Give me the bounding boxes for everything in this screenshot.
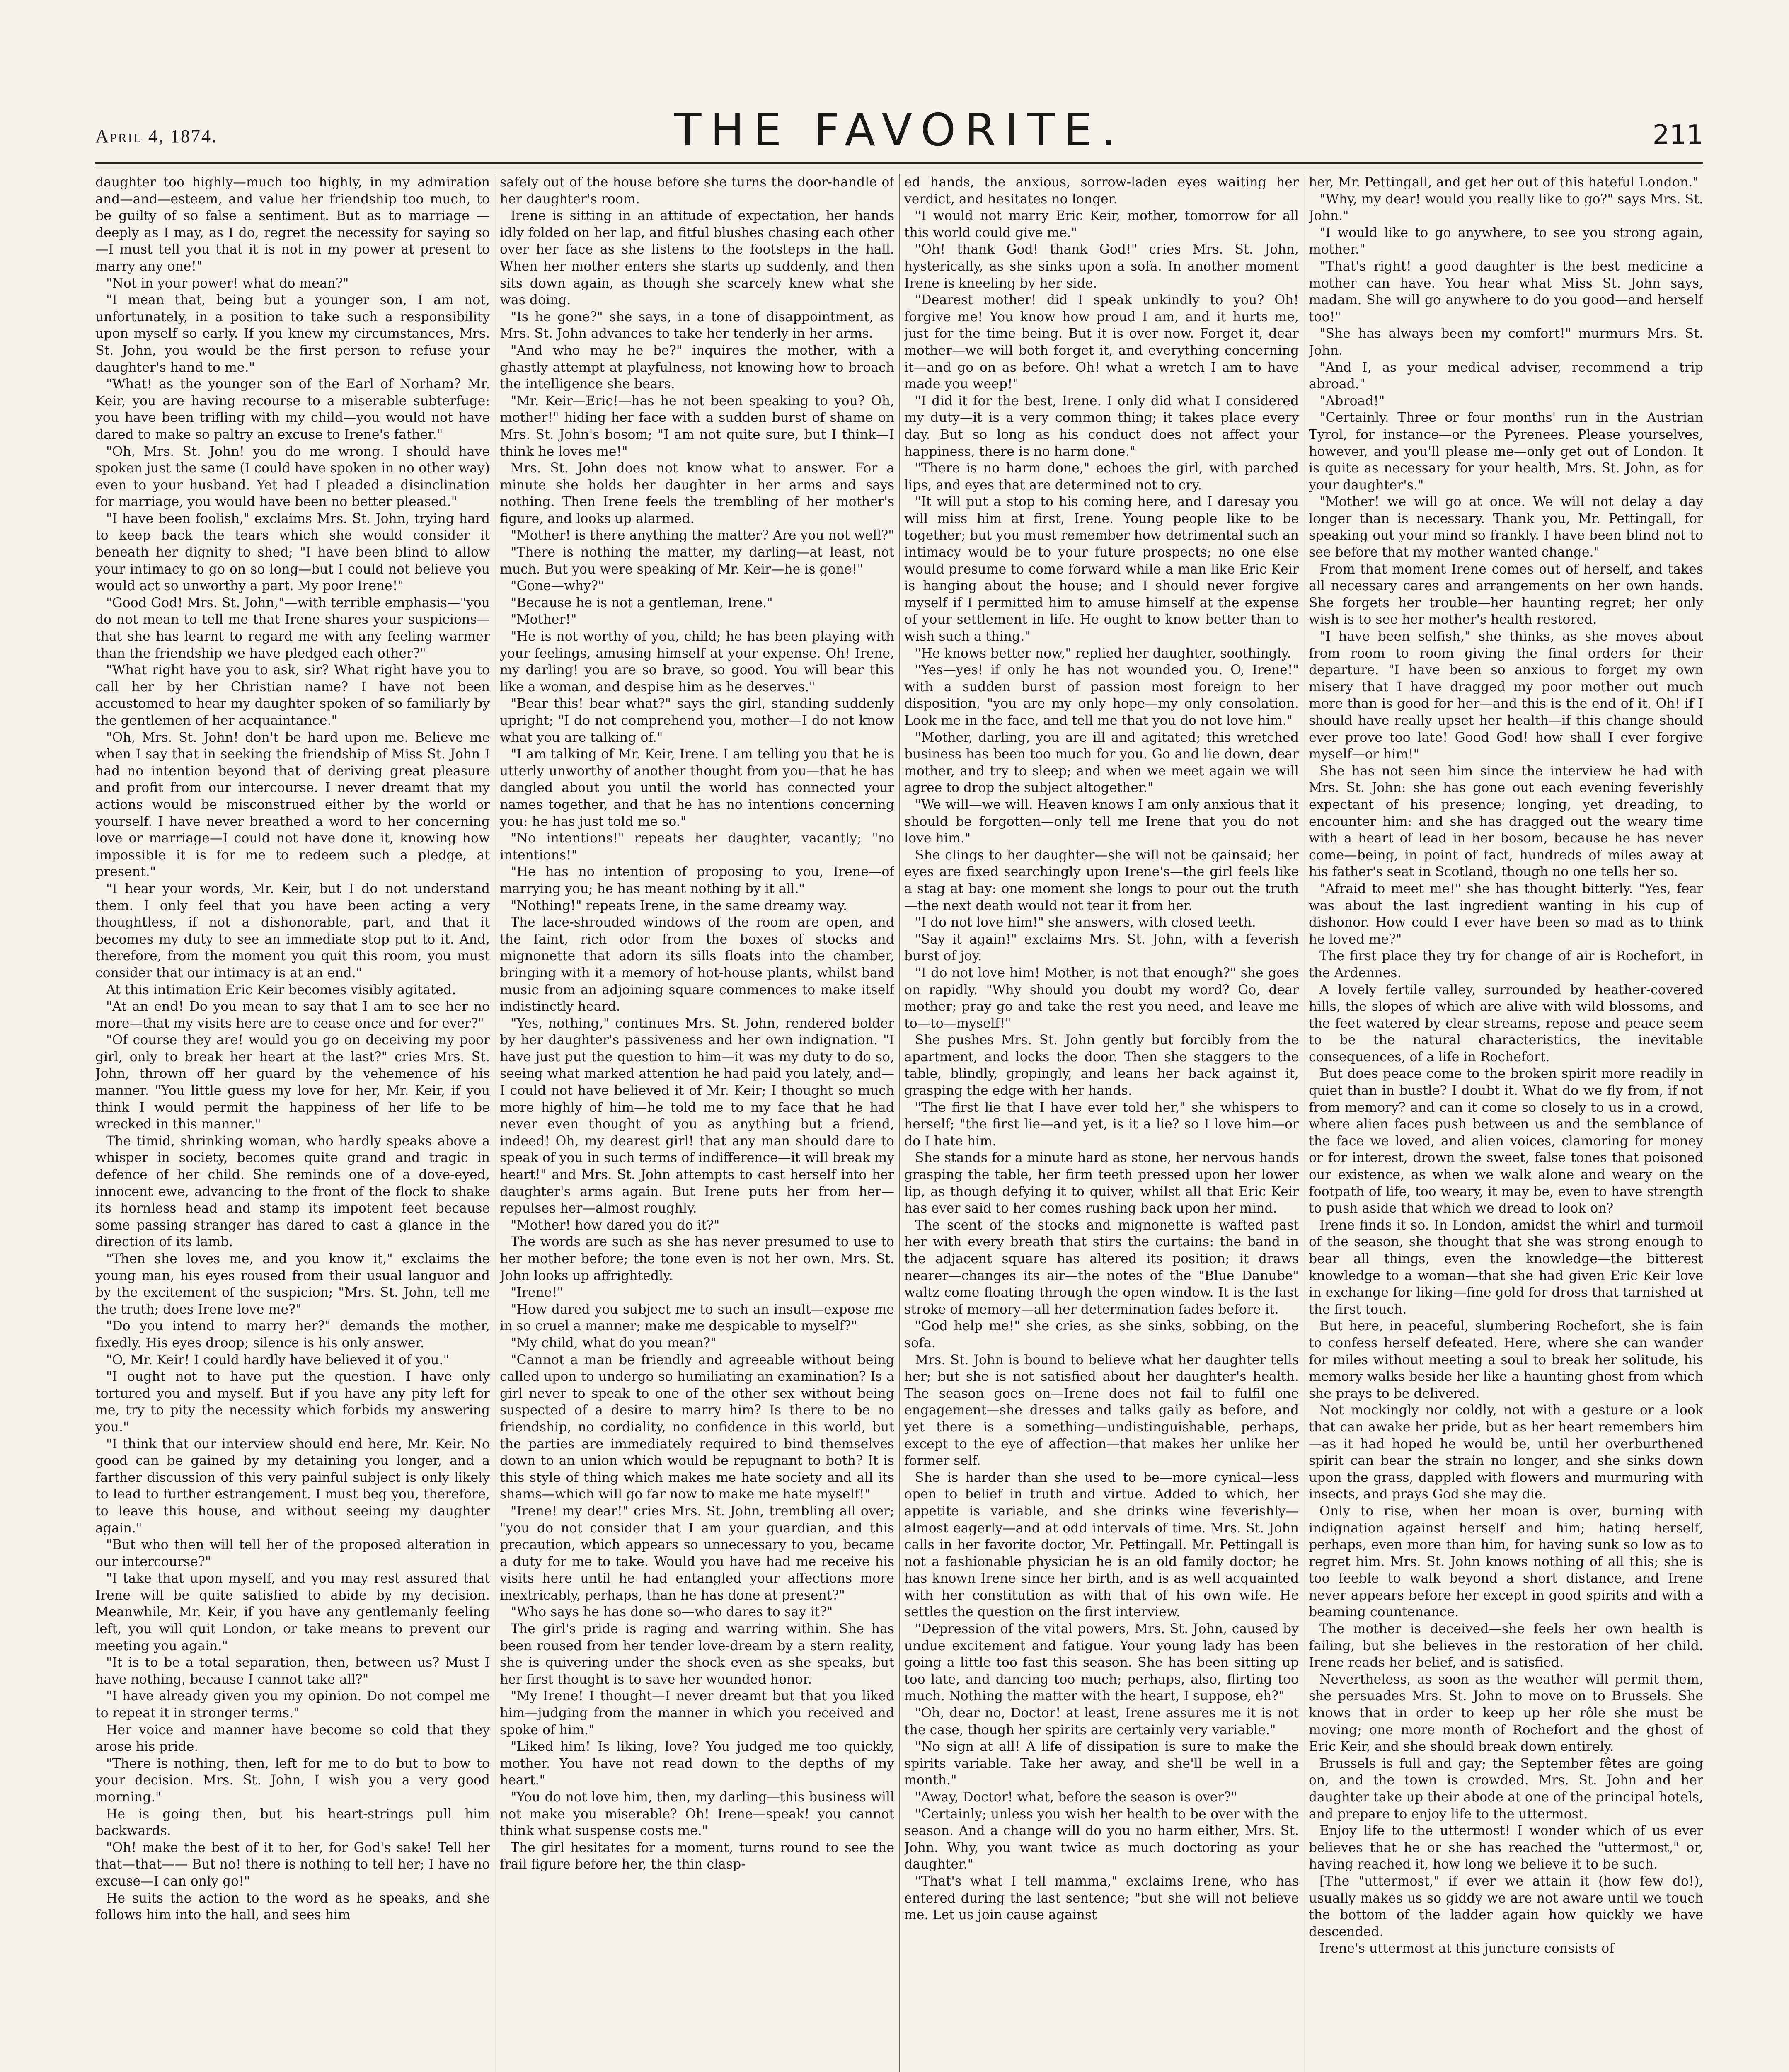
article-paragraph: She is harder than she used to be—more cynical—less open to belief in truth and virtue. Added to which, her appetite is variable, and she drinks wine feverishly—almost eagerly—and at odd intervals of time. Mrs. St. John calls in her favorite doctor, Mr. Pettingall. Mr. Pettingall is not a fashionable physician he is an old family doctor; he has known Irene since her birth, and is as well acquainted with her constitution as with that of his own wife. He settles the question on the first interview.: [904, 1470, 1299, 1620]
column-4: [1309, 174, 1703, 2072]
article-paragraph: "At an end! Do you mean to say that I am to see her no more—that my visits here are to cease once and for ever?": [95, 999, 490, 1031]
article-paragraph: A lovely fertile valley, surrounded by heather-covered hills, the slopes of which are alive with wild blossoms, and the feet watered by clear streams, repose and peace seem to be the natural characteristics, the inevitable consequences, of a life in Rochefort.: [1309, 982, 1703, 1065]
article-paragraph: "Liked him! Is liking, love? You judged me too quickly, mother. You have not read down to the depths of my heart.": [500, 1739, 894, 1788]
article-paragraph: her, Mr. Pettingall, and get her out of this hateful London.": [1309, 175, 1699, 190]
article-paragraph: "Depression of the vital powers, Mrs. St. John, caused by undue excitement and fatigue. Your young lady has been going a little too fast this season. She has been sitting up too late, and dancing too much; perhaps, also, flirting too much. Nothing the matter with the heart, I suppose, eh?": [904, 1622, 1299, 1704]
article-paragraph: "Yes, nothing," continues Mrs. St. John, rendered bolder by her daughter's passiveness and her own indignation. "I have just put the question to him—it was my duty to do so, seeing what marked attention he had paid you lately, and—I could not have believed it of Mr. Keir; I thought so much more highly of him—he told me to my face that he had never even thought of you as anything but a friend, indeed! Oh, my dearest girl! that any man should dare to speak of you in such terms of indifference—it will break my heart!" and Mrs. St. John attempts to cast herself into her daughter's arms again. But Irene puts her from her—repulses her—almost roughly.: [500, 1016, 894, 1216]
article-paragraph: The words are such as she has never presumed to use to her mother before; the tone even is not her own. Mrs. St. John looks up affrightedly.: [500, 1234, 894, 1283]
issue-date: April 4, 1874.: [95, 126, 218, 146]
article-paragraph: Mrs. St. John does not know what to answer. For a minute she holds her daughter in her arms and says nothing. Then Irene feels the trembling of her mother's figure, and looks up alarmed.: [500, 461, 894, 526]
article-paragraph: "You do not love him, then, my darling—this business will not make you miserable? Oh! Irene—speak! you cannot think what suspense costs me.": [500, 1790, 894, 1839]
header-rule: [95, 162, 1703, 164]
article-paragraph: "I would not marry Eric Keir, mother, tomorrow for all this world could give me.": [904, 208, 1299, 240]
article-paragraph: "I take that upon myself, and you may rest assured that Irene will be quite satisfied to abide by my decision. Meanwhile, Mr. Keir, if you have any gentlemanly feeling left, you will quit London, or take means to prevent our meeting you again.": [95, 1571, 490, 1653]
column-2: [500, 174, 894, 2072]
article-paragraph: "Away, Doctor! what, before the season is over?": [915, 1790, 1237, 1805]
article-paragraph: "No sign at all! A life of dissipation is sure to make the spirits variable. Take her away, and she'll be well in a month.": [904, 1739, 1299, 1788]
column-3: [904, 174, 1299, 2072]
article-paragraph: Her voice and manner have become so cold that they arose his pride.: [95, 1722, 490, 1755]
article-paragraph: "I have been selfish," she thinks, as she moves about from room to room giving the final orders for their departure. "I have been so anxious to forget my own misery that I have dragged my poor mother out much more than is good for her—and this is the end of it. Oh! if I should have really upset her health—if this change should ever prove too late! Good God! how shall I ever forgive myself—or him!": [1309, 629, 1703, 762]
article-paragraph: daughter too highly—much too highly, in my admiration and—and—esteem, and value her friendship too much, to be guilty of so false a sentiment. But as to marriage — deeply as I may, as I do, regret the necessity for saying so—I must tell you that it is not in my power at present to marry any one!": [95, 175, 490, 274]
article-paragraph: "Irene! my dear!" cries Mrs. St. John, trembling all over; "you do not consider that I am your guardian, and this precaution, which appears so unnecessary to you, became a duty for me to take. Would you have had me receive his visits here until he had entangled your affections more inextricably, perhaps, than he has done at present?": [500, 1503, 894, 1603]
article-paragraph: "Of course they are! would you go on deceiving my poor girl, only to break her heart at the last?" cries Mrs. St. John, thrown off her guard by the vehemence of his manner. "You little guess my love for her, Mr. Keir, if you think I would permit the happiness of her life to be wrecked in this manner.": [95, 1033, 490, 1132]
article-paragraph: Brussels is full and gay; the September fêtes are going on, and the town is crowded. Mrs. St. John and her daughter take up their abode at one of the principal hotels, and prepare to enjoy life to the uttermost.: [1309, 1756, 1703, 1822]
article-paragraph: He is going then, but his heart-strings pull him backwards.: [95, 1806, 490, 1839]
article-paragraph: "Oh, Mrs. St. John! you do me wrong. I should have spoken just the same (I could have spoken in no other way) even to your husband. Yet had I pleaded a disinclination for marriage, you would have been no better pleased.": [95, 444, 490, 510]
article-paragraph: "Mother! we will go at once. We will not delay a day longer than is necessary. Thank you, Mr. Pettingall, for speaking out your mind so frankly. I have been blind not to see before that my mother wanted change.": [1309, 494, 1703, 560]
article-paragraph: "I think that our interview should end here, Mr. Keir. No good can be gained by my detaining you longer, and a farther discussion of this very painful subject is only likely to lead to further estrangement. I must beg you, therefore, to leave this house, and without seeing my daughter again.": [95, 1436, 490, 1536]
article-paragraph: Irene is sitting in an attitude of expectation, her hands idly folded on her lap, and fitful blushes chasing each other over her face as she listens to the footsteps in the hall. When her mother enters she starts up suddenly, and then sits down again, as though she scarcely knew what she was doing.: [500, 208, 894, 308]
article-paragraph: "Who says he has done so—who dares to say it?": [511, 1605, 833, 1620]
column-1: [95, 174, 490, 2072]
article-paragraph: "He knows better now," replied her daughter, soothingly.: [915, 646, 1291, 661]
article-paragraph: "I do not love him!" she answers, with closed teeth.: [915, 915, 1256, 930]
page-number: 211: [1652, 120, 1703, 150]
article-paragraph: "Irene!": [511, 1285, 563, 1300]
article-paragraph: From that moment Irene comes out of herself, and takes all necessary cares and arrangements on her own hands. She forgets her trouble—her haunting regret; her only wish is to see her mother's health restored.: [1309, 562, 1703, 627]
article-paragraph: "Oh! thank God! thank God!" cries Mrs. St. John, hysterically, as she sinks upon a sofa. In another moment Irene is kneeling by her side.: [904, 242, 1299, 291]
article-paragraph: "It is to be a total separation, then, between us? Must I have nothing, because I cannot take all?": [95, 1655, 490, 1687]
article-paragraph: "She has always been my comfort!" murmurs Mrs. St. John.: [1309, 326, 1703, 358]
article-paragraph: "But who then will tell her of the proposed alteration in our intercourse?": [95, 1537, 490, 1569]
article-paragraph: Irene's uttermost at this juncture consists of: [1319, 1941, 1614, 1956]
article-paragraph: "Cannot a man be friendly and agreeable without being called upon to undergo so humiliating an examination? Is a girl never to speak to one of the other sex without being suspected of a desire to marry him? Is there to be no friendship, no cordiality, no confidence in this world, but the parties are immediately required to bind themselves down to an union which would be repugnant to both? It is this style of thing which makes me hate society and all its shams—which will go far now to make me hate myself!": [500, 1352, 894, 1502]
article-paragraph: "And who may he be?" inquires the mother, with a ghastly attempt at playfulness, not knowing how to broach the intelligence she bears.: [500, 343, 894, 392]
article-paragraph: The scent of the stocks and mignonette is wafted past her with every breath that stirs the curtains: the band in the adjacent square has altered its position; it draws nearer—changes its air—the notes of the "Blue Danube" waltz come floating through the open window. It is the last stroke of memory—all her determination fades before it.: [904, 1218, 1299, 1317]
article-paragraph: Only to rise, when her moan is over, burning with indignation against herself and him; hating herself, perhaps, even more than him, for having sunk so low as to regret him. Mrs. St. John knows nothing of all this; she is too feeble to walk beyond a short distance, and Irene never appears before her except in good spirits and with a beaming countenance.: [1309, 1503, 1703, 1620]
masthead: [95, 106, 1703, 155]
article-paragraph: She pushes Mrs. St. John gently but forcibly from the apartment, and locks the door. Then she staggers to the table, blindly, gropingly, and leans her back against it, grasping the edge with her hands.: [904, 1033, 1299, 1099]
article-paragraph: "Nothing!" repeats Irene, in the same dreamy way.: [511, 898, 847, 913]
article-paragraph: "Mr. Keir—Eric!—has he not been speaking to you? Oh, mother!" hiding her face with a sudden burst of shame on Mrs. St. John's bosom; "I am not quite sure, but I think—I think he loves me!": [500, 393, 894, 459]
article-paragraph: "That's what I tell mamma," exclaims Irene, who has entered during the last sentence; "but she will not believe me. Let us join cause against: [904, 1874, 1299, 1923]
article-paragraph: At this intimation Eric Keir becomes visibly agitated.: [106, 982, 456, 997]
article-paragraph: "Oh! make the best of it to her, for God's sake! Tell her that—that—— But no! there is nothing to tell her; I have no excuse—I can only go!": [95, 1840, 490, 1889]
article-paragraph: "I would like to go anywhere, to see you strong again, mother.": [1309, 225, 1703, 257]
article-paragraph: "The first lie that I have ever told her," she whispers to herself; "the first lie—and yet, is it a lie? so I love him—or do I hate him.: [904, 1100, 1299, 1149]
article-paragraph: "Yes—yes! if only he has not wounded you. O, Irene!" with a sudden burst of passion most foreign to her disposition, "you are my only hope—my only consolation. Look me in the face, and tell me that you do not love him.": [904, 663, 1299, 728]
article-paragraph: "There is nothing, then, left for me to do but to bow to your decision. Mrs. St. John, I wish you a very good morning.": [95, 1756, 490, 1805]
article-paragraph: "There is no harm done," echoes the girl, with parched lips, and eyes that are determined not to cry.: [904, 461, 1299, 493]
article-paragraph: "O, Mr. Keir! I could hardly have believed it of you.": [106, 1352, 449, 1368]
article-paragraph: Not mockingly nor coldly, not with a gesture or a look that can awake her pride, but as her heart remembers him—as it had hoped he would be, until her overburthened spirit can bear the strain no longer, and she sinks down upon the grass, dappled with flowers and murmuring with insects, and prays God she may die.: [1309, 1403, 1703, 1502]
article-paragraph: "Bear this! bear what?" says the girl, standing suddenly upright; "I do not comprehend you, mother—I do not know what you are talking of.": [500, 696, 894, 745]
article-paragraph: "Because he is not a gentleman, Irene.": [511, 595, 773, 610]
article-paragraph: "Certainly; unless you wish her health to be over with the season. And a change will do you no harm either, Mrs. St. John. Why, you want twice as much doctoring as your daughter.": [904, 1806, 1299, 1872]
article-paragraph: "We will—we will. Heaven knows I am only anxious that it should be forgotten—only tell me Irene that you do not love him.": [904, 797, 1299, 846]
article-paragraph: "I did it for the best, Irene. I only did what I considered my duty—it is a very common thing; it takes place every day. But so long as his conduct does not affect your happiness, there is no harm done.": [904, 393, 1299, 459]
article-paragraph: "Mother! how dared you do it?": [511, 1218, 720, 1233]
article-paragraph: "I hear your words, Mr. Keir, but I do not understand them. I only feel that you have been acting a very thoughtless, if not a dishonorable, part, and that it becomes my duty to see an immediate stop put to it. And, therefore, from the moment you quit this room, you must consider that our intimacy is at an end.": [95, 881, 490, 980]
article-paragraph: "Is he gone?" she says, in a tone of disappointment, as Mrs. St. John advances to take her tenderly in her arms.: [500, 309, 894, 341]
article-paragraph: Enjoy life to the uttermost! I wonder which of us ever believes that he or she has reached the "uttermost," or, having reached it, how long we believe it to be such.: [1309, 1823, 1703, 1872]
article-paragraph: The girl hesitates for a moment, turns round to see the frail figure before her, the thin clasp-: [500, 1840, 894, 1872]
article-paragraph: She stands for a minute hard as stone, her nervous hands grasping the table, her firm teeth pressed upon her lower lip, as though defying it to quiver, whilst all that Eric Keir has ever said to her comes rushing back upon her mind.: [904, 1150, 1299, 1216]
article-paragraph: The lace-shrouded windows of the room are open, and the faint, rich odor from the boxes of stocks and mignonette that adorn its sills floats into the chamber, bringing with it a memory of hot-house plants, whilst band music from an adjoining square commences to make itself indistinctly heard.: [500, 915, 894, 1014]
article-paragraph: She clings to her daughter—she will not be gainsaid; her eyes are fixed searchingly upon Irene's—the girl feels like a stag at bay: one moment she longs to pour out the truth—the next death would not tear it from her.: [904, 847, 1299, 913]
article-paragraph: "He is not worthy of you, child; he has been playing with your feelings, amusing himself at your expense. Oh! Irene, my darling! you are so brave, so good. You will bear this like a woman, and despise him as he deserves.": [500, 629, 894, 695]
article-paragraph: "My Irene! I thought—I never dreamt but that you liked him—judging from the manner in which you received and spoke of him.": [500, 1689, 894, 1738]
article-paragraph: "Do you intend to marry her?" demands the mother, fixedly. His eyes droop; silence is his only answer.: [95, 1319, 490, 1351]
article-paragraph: "What! as the younger son of the Earl of Norham? Mr. Keir, you are having recourse to a miserable subterfuge: you have been trifling with my child—you would not have dared to make so paltry an excuse to Irene's father.": [95, 377, 490, 442]
article-paragraph: "How dared you subject me to such an insult—expose me in so cruel a manner; make me despicable to myself?": [500, 1302, 894, 1334]
article-paragraph: "It will put a stop to his coming here, and I daresay you will miss him at first, Irene. Young people like to be together; but you must remember how detrimental such an intimacy would be to your future prospects; no one else would presume to come forward while a man like Eric Keir is hanging about the house; and I should never forgive myself if I permitted him to amuse himself at the expense of your settlement in life. He ought to know better than to wish such a thing.": [904, 494, 1299, 644]
text-columns: [95, 174, 1703, 2072]
article-paragraph: "Mother!": [511, 612, 577, 627]
article-paragraph: The mother is deceived—she feels her own health is failing, but she believes in the restoration of her child. Irene reads her belief, and is satisfied.: [1309, 1622, 1703, 1670]
article-paragraph: "Afraid to meet me!" she has thought bitterly. "Yes, fear was about the last ingredient wanting in his cup of dishonor. How could I ever have been so mad as to think he loved me?": [1309, 881, 1703, 947]
article-paragraph: "Abroad!": [1319, 393, 1385, 409]
article-paragraph: The girl's pride is raging and warring within. She has been roused from her tender love-dream by a stern reality, she is quivering under the shock even as she speaks, but her first thought is to save her wounded honor.: [500, 1622, 894, 1687]
article-paragraph: "What right have you to ask, sir? What right have you to call her by her Christian name? I have not been accustomed to hear my daughter spoken of so familiarly by the gentlemen of her acquaintance.": [95, 663, 490, 728]
article-paragraph: "I do not love him! Mother, is not that enough?" she goes on rapidly. "Why should you doubt my word? Go, dear mother; pray go and take the rest you need, and leave me to—to—myself!": [904, 965, 1299, 1031]
column-divider: [899, 174, 900, 2072]
article-paragraph: "Dearest mother! did I speak unkindly to you? Oh! forgive me! You know how proud I am, and it hurts me, just for the time being. But it is over now. Forget it, dear mother—we will both forget it, and everything concerning it—and go on as before. Oh! what a wretch I am to have made you weep!": [904, 293, 1299, 392]
article-paragraph: "No intentions!" repeats her daughter, vacantly; "no intentions!": [500, 831, 894, 863]
article-paragraph: "Then she loves me, and you know it," exclaims the young man, his eyes roused from their usual languor and by the excitement of the suspicion; "Mrs. St. John, tell me the truth; does Irene love me?": [95, 1251, 490, 1317]
article-paragraph: "Not in your power! what do mean?": [106, 276, 349, 291]
article-paragraph: [The "uttermost," if ever we attain it (how few do!), usually makes us so giddy we are not aware until we touch the bottom of the ladder again how quickly we have descended.: [1309, 1874, 1703, 1939]
article-paragraph: ed hands, the anxious, sorrow-laden eyes waiting her verdict, and hesitates no longer.: [904, 175, 1299, 207]
article-paragraph: "Oh, dear no, Doctor! at least, Irene assures me it is not the case, though her spirits are certainly very variable.": [904, 1706, 1299, 1738]
article-paragraph: The timid, shrinking woman, who hardly speaks above a whisper in society, becomes quite grand and tragic in defence of her child. She reminds one of a dove-eyed, innocent ewe, advancing to the front of the flock to shake its hornless head and stamp its impotent feet because some passing stranger has dared to cast a glance in the direction of its lamb.: [95, 1133, 490, 1250]
article-paragraph: But does peace come to the broken spirit more readily in quiet than in bustle? I doubt it. What do we fly from, if not from memory? and can it come so closely to us in a crowd, where alien faces push between us and the semblance of the face we loved, and alien voices, clamoring for money or for interest, drown the sweet, false tones that poisoned our existence, as when we walk alone and weary on the footpath of life, too weary, it may be, even to have strength to push aside that which we dread to look on?: [1309, 1066, 1703, 1216]
article-paragraph: "Oh, Mrs. St. John! don't be hard upon me. Believe me when I say that in seeking the friendship of Miss St. John I had no intention beyond that of deriving great pleasure and profit from our intercourse. I never dreamt that my actions would be misconstrued either by the world or yourself. I have never breathed a word to her concerning love or marriage—I could not have done it, knowing how impossible it is for me to redeem such a pledge, at present.": [95, 730, 490, 880]
article-paragraph: "Good God! Mrs. St. John,"—with terrible emphasis—"you do not mean to tell me that Irene shares your suspicions—that she has learnt to regard me with any feeling warmer than the friendship we have pledged each other?": [95, 595, 490, 661]
article-paragraph: "He has no intention of proposing to you, Irene—of marrying you; he has meant nothing by it all.": [500, 864, 894, 896]
article-paragraph: "I have been foolish," exclaims Mrs. St. John, trying hard to keep back the tears which she would consider it beneath her dignity to shed; "I have been blind to allow your intimacy to go on so long—but I could not believe you would act so unworthy a part. My poor Irene!": [95, 511, 490, 594]
article-paragraph: "That's right! a good daughter is the best medicine a mother can have. You hear what Miss St. John says, madam. She will go anywhere to do you good—and herself too!": [1309, 259, 1703, 324]
article-paragraph: "I ought not to have put the question. I have only tortured you and myself. But if you have any pity left for me, try to pity the necessity which forbids my answering you.": [95, 1369, 490, 1435]
article-paragraph: "Gone—why?": [511, 579, 604, 594]
article-paragraph: Nevertheless, as soon as the weather will permit them, she persuades Mrs. St. John to move on to Brussels. She knows that in order to keep up her rôle she must be moving; one more month of Rochefort and the ghost of Eric Keir, and she should break down entirely.: [1309, 1672, 1703, 1755]
article-paragraph: "Certainly. Three or four months' run in the Austrian Tyrol, for instance—or the Pyrenees. Please yourselves, however, and you'll please me—only get out of London. It is quite as necessary for your health, Mrs. St. John, as for your daughter's.": [1309, 410, 1703, 493]
article-paragraph: safely out of the house before she turns the door-handle of her daughter's room.: [500, 175, 894, 207]
article-paragraph: The first place they try for change of air is Rochefort, in the Ardennes.: [1309, 949, 1703, 980]
article-paragraph: He suits the action to the word as he speaks, and she follows him into the hall, and sees him: [95, 1890, 490, 1923]
article-paragraph: "And I, as your medical adviser, recommend a trip abroad.": [1309, 360, 1703, 392]
article-paragraph: Mrs. St. John is bound to believe what her daughter tells her; but she is not satisfied about her daughter's health. The season goes on—Irene does not fail to fulfil one engagement—she dresses and talks gaily as before, and yet there is a something—undistinguishable, perhaps, except to the eye of affection—that makes her unlike her former self.: [904, 1352, 1299, 1469]
article-paragraph: "I have already given you my opinion. Do not compel me to repeat it in stronger terms.": [95, 1689, 490, 1721]
article-paragraph: "I am talking of Mr. Keir, Irene. I am telling you that he is utterly unworthy of another thought from you—that he has dangled about you until the world has connected your names together, and that he has no intentions concerning you: he has just told me so.": [500, 747, 894, 829]
article-paragraph: "Mother! is there anything the matter? Are you not well?": [511, 528, 894, 543]
article-paragraph: "There is nothing the matter, my darling—at least, not much. But you were speaking of Mr. Keir—he is gone!": [500, 545, 894, 577]
article-paragraph: "I mean that, being but a younger son, I am not, unfortunately, in a position to take such a responsibility upon myself so early. If you knew my circumstances, Mrs. St. John, you would be the first person to refuse your daughter's hand to me.": [95, 293, 490, 375]
article-paragraph: She has not seen him since the interview he had with Mrs. St. John: she has gone out each evening feverishly expectant of his presence; longing, yet dreading, to encounter him: and she has dragged out the weary time with a heart of lead in her bosom, because he has never come—being, in point of fact, hundreds of miles away at his father's seat in Scotland, though no one tells her so.: [1309, 763, 1703, 880]
article-paragraph: "God help me!" she cries, as she sinks, sobbing, on the sofa.: [904, 1319, 1299, 1351]
article-paragraph: "Say it again!" exclaims Mrs. St. John, with a feverish burst of joy.: [904, 932, 1299, 964]
publication-title: THE FAVORITE.: [674, 104, 1125, 156]
article-paragraph: "Mother, darling, you are ill and agitated; this wretched business has been too much for you. Go and lie down, dear mother, and try to sleep; and when we meet again we will agree to drop the subject altogether.": [904, 730, 1299, 796]
article-paragraph: "My child, what do you mean?": [511, 1335, 717, 1351]
article-paragraph: Irene finds it so. In London, amidst the whirl and turmoil of the season, she thought that she was strong enough to bear all things, even the knowledge—the bitterest knowledge to a woman—that she had given Eric Keir love in exchange for liking—fine gold for dross that tarnished at the first touch.: [1309, 1218, 1703, 1317]
article-paragraph: But here, in peaceful, slumbering Rochefort, she is fain to confess herself defeated. Here, where she can wander for miles without meeting a soul to break her solitude, his memory walks beside her like a haunting ghost from which she prays to be delivered.: [1309, 1319, 1703, 1401]
article-paragraph: "Why, my dear! would you really like to go?" says Mrs. St. John.": [1309, 191, 1703, 224]
